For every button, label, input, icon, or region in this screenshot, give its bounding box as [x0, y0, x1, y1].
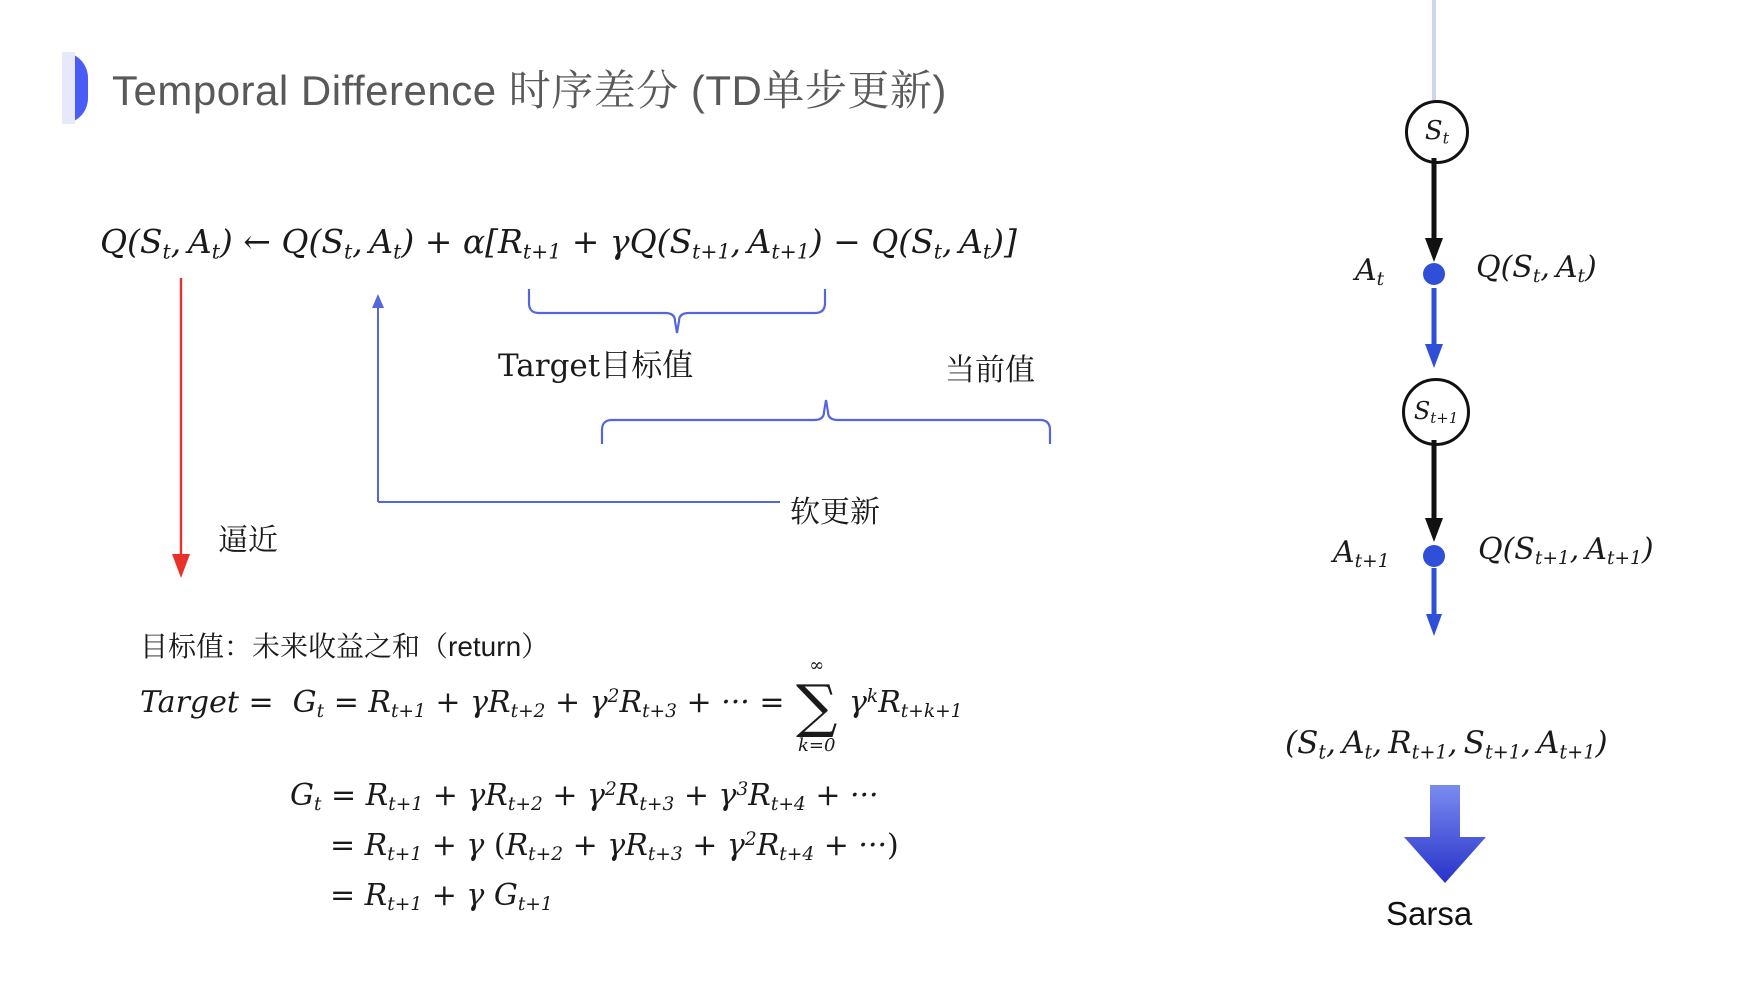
- target-label: Target目标值: [498, 348, 694, 384]
- soft-update-label: 软更新: [790, 496, 880, 529]
- incoming-edge: [1430, 0, 1438, 100]
- algorithm-name-label: Sarsa: [1386, 895, 1473, 932]
- update-rule-equation: $Q(S_t$, $A_t$) ← $Q(S_t$, $A_t) + \alpha[R_{t+1} + \gamma Q(S_{t+1}$, $A_{t+1}) - Q(S_t$, $A_t$)]: [100, 222, 1017, 264]
- target-equation: Target = $G_t = R_{t+1} + \gamma R_{t+2} + \gamma^2R_{t+3}$ + ··· = ∞ ∑ k=0 $\gamma^kR_{t+k+1}$: [140, 655, 963, 756]
- target-heading: 目标值：未来收益之和（return）: [140, 631, 550, 662]
- q-value-t-label: $Q(S_t$, $A_t$): [1476, 250, 1597, 288]
- gt-equation-line-3: = $R_{t+1} + \gamma$ $G_{t+1}$: [330, 878, 553, 916]
- backup-diagram: [1280, 0, 1762, 1000]
- action-t-label: $A_t$: [1355, 253, 1385, 291]
- action-t1-label: $A_{t+1}$: [1333, 535, 1390, 573]
- node-state-t: $S_t$: [1405, 100, 1469, 164]
- node-action-t: [1423, 263, 1445, 285]
- soft-update-connector: [370, 292, 850, 512]
- title-bullet-icon: [62, 52, 88, 124]
- page-title: Temporal Difference 时序差分 (TD单步更新): [112, 67, 947, 114]
- approach-label: 逼近: [218, 524, 278, 557]
- edge-state-t1-to-action-t1: [1420, 440, 1450, 552]
- node-state-t1: $S_{t+1}$: [1402, 378, 1470, 446]
- gt-equation-line-1: $G_t = R_{t+1} + \gamma R_{t+2} + \gamma^2R_{t+3} + \gamma^3R_{t+4}$ + ···: [290, 778, 879, 816]
- sarsa-tuple: ($S_t$, $A_t$, $R_{t+1}$, $S_{t+1}$, $A_{t+1}$): [1285, 725, 1608, 764]
- gt-equation-line-2: = $R_{t+1} + \gamma$ ($R_{t+2} + \gamma R_{t+3} + \gamma^2R_{t+4}$ + ···): [330, 828, 899, 866]
- q-value-t1-label: $Q(S_{t+1}$, $A_{t+1}$): [1478, 532, 1654, 570]
- big-down-arrow-icon: [1400, 785, 1490, 885]
- approach-arrow: [170, 278, 200, 598]
- current-value-label: 当前值: [945, 354, 1035, 387]
- outgoing-edge: [1420, 568, 1450, 650]
- summation-symbol: ∞ ∑ k=0: [796, 655, 838, 756]
- edge-state-t-to-action-t: [1420, 158, 1450, 270]
- node-action-t1: [1423, 545, 1445, 567]
- edge-action-t-to-state-t1: [1420, 288, 1450, 380]
